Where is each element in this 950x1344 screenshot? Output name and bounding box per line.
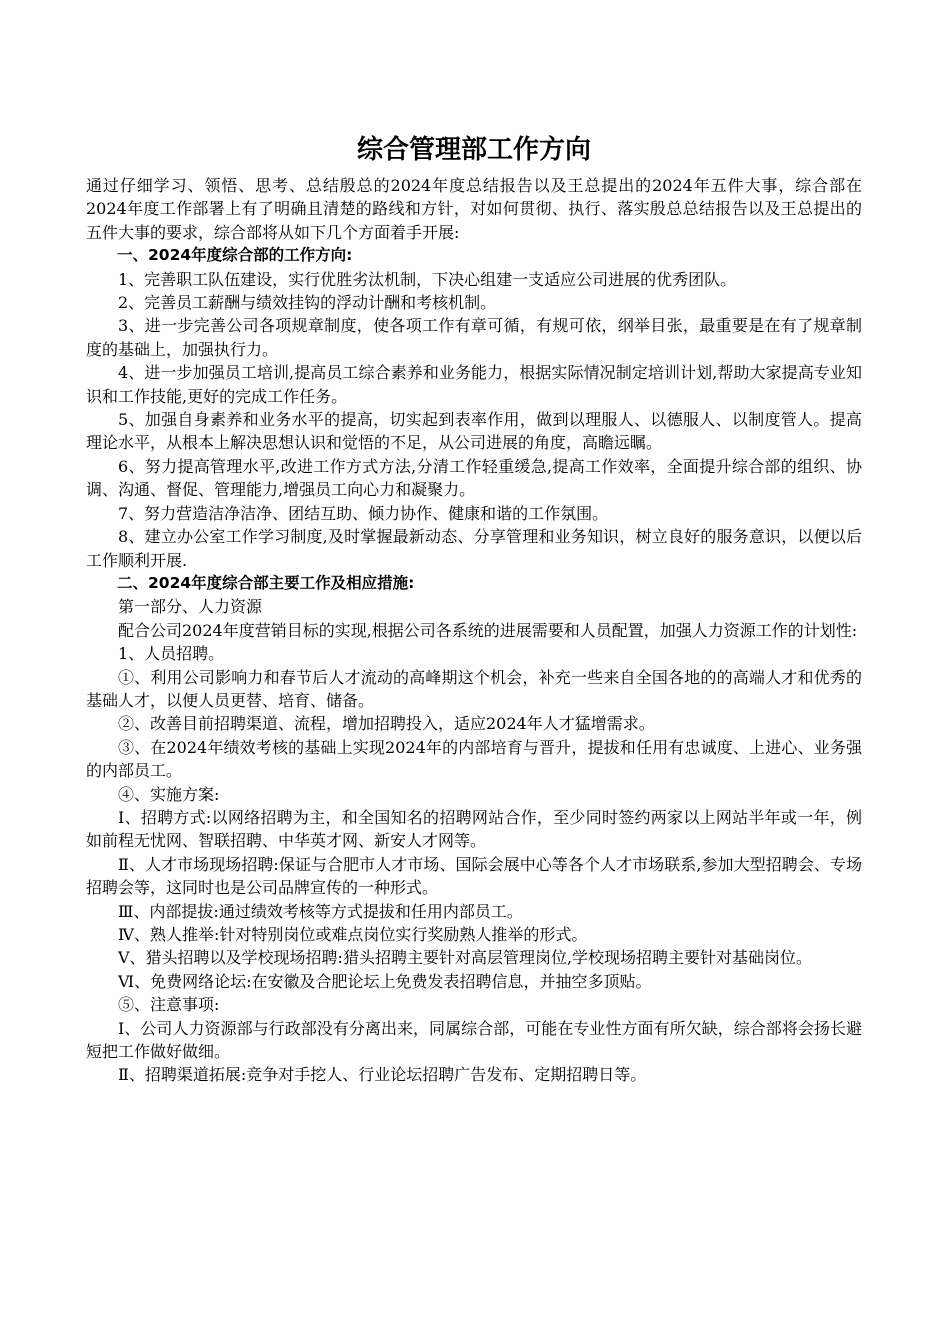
body-paragraph: Ⅰ、招聘方式:以网络招聘为主，和全国知名的招聘网站合作，至少同时签约两家以上网站半年或一年，例如前程无忧网、智联招聘、中华英才网、新安人才网等。 (86, 807, 862, 851)
body-paragraph: ⑤、注意事项: (118, 995, 220, 1015)
body-paragraph: 第一部分、人力资源 (118, 597, 263, 617)
body-paragraph: 2、完善员工薪酬与绩效挂钩的浮动计酬和考核机制。 (118, 293, 497, 313)
body-paragraph: Ⅳ、熟人推举:针对特别岗位或难点岗位实行奖励熟人推举的形式。 (118, 925, 588, 944)
body-paragraph: Ⅵ、免费网络论坛:在安徽及合肥论坛上免费发表招聘信息，并抽空多顶贴。 (118, 971, 652, 991)
body-paragraph: 7、努力营造洁净洁净、团结互助、倾力协作、健康和谐的工作氛围。 (118, 503, 609, 523)
body-paragraph: ②、改善目前招聘渠道、流程，增加招聘投入，适应2024年人才猛增需求。 (118, 714, 655, 734)
document-body (86, 174, 862, 1087)
body-paragraph: 8、建立办公室工作学习制度,及时掌握最新动态、分享管理和业务知识，树立良好的服务意识，以便以后工作顺利开展. (86, 527, 862, 570)
body-paragraph: ③、在2024年绩效考核的基础上实现2024年的内部培育与晋升，提拔和任用有忠诚度、上进心、业务强的内部员工。 (86, 737, 862, 781)
body-paragraph: Ⅴ、猎头招聘以及学校现场招聘:猎头招聘主要针对高层管理岗位,学校现场招聘主要针对基础岗位。 (118, 948, 813, 968)
document-title: 综合管理部工作方向 (356, 135, 591, 165)
body-paragraph: 1、人员招聘。 (118, 644, 225, 664)
section-heading: 一、2024年度综合部的工作方向: (117, 246, 353, 265)
body-paragraph: 5、加强自身素养和业务水平的提高，切实起到表率作用，做到以理服人、以德服人、以制度管人。提高理论水平，从根本上解决思想认识和觉悟的不足，从公司进展的角度，高瞻远瞩。 (86, 410, 862, 453)
body-paragraph: 6、努力提高管理水平,改进工作方式方法,分清工作轻重缓急,提高工作效率，全面提升综合部的组织、协调、沟通、督促、管理能力,增强员工向心力和凝聚力。 (86, 456, 862, 500)
body-paragraph: 配合公司2024年度营销目标的实现,根据公司各系统的进展需要和人员配置，加强人力资源工作的计划性: (118, 620, 858, 640)
body-paragraph: 1、完善职工队伍建设，实行优胜劣汰机制，下决心组建一支适应公司进展的优秀团队。 (118, 269, 737, 289)
body-paragraph: 通过仔细学习、领悟、思考、总结殷总的2024年度总结报告以及王总提出的2024年五件大事，综合部在2024年度工作部署上有了明确且清楚的路线和方针，对如何贯彻、执行、落实殷总总结报告以及王总提出的五件大事的要求，综合部将从如下几个方面着手开展: (86, 176, 862, 242)
body-paragraph: Ⅰ、公司人力资源部与行政部没有分离出来，同属综合部，可能在专业性方面有所欠缺，综合部将会扬长避短把工作做好做细。 (86, 1018, 862, 1062)
body-paragraph: ①、利用公司影响力和春节后人才流动的高峰期这个机会，补充一些来自全国各地的的高端人才和优秀的基础人才，以便人员更替、培育、储备。 (86, 667, 862, 710)
body-paragraph: Ⅲ、内部提拔:通过绩效考核等方式提拔和任用内部员工。 (118, 901, 523, 921)
body-paragraph: Ⅱ、人才市场现场招聘:保证与合肥市人才市场、国际会展中心等各个人才市场联系,参加大型招聘会、专场招聘会等，这同时也是公司品牌宣传的一种形式。 (86, 854, 862, 898)
body-paragraph: ④、实施方案: (118, 784, 220, 804)
section-heading: 二、2024年度综合部主要工作及相应措施: (117, 573, 415, 592)
body-paragraph: 4、进一步加强员工培训,提高员工综合素养和业务能力，根据实际情况制定培训计划,帮助大家提高专业知识和工作技能,更好的完成工作任务。 (86, 363, 862, 406)
body-paragraph: Ⅱ、招聘渠道拓展:竞争对手挖人、行业论坛招聘广告发布、定期招聘日等。 (118, 1065, 647, 1085)
body-paragraph: 3、进一步完善公司各项规章制度，使各项工作有章可循，有规可依，纲举目张，最重要是在有了规章制度的基础上，加强执行力。 (86, 316, 862, 359)
document-page (86, 128, 862, 1087)
